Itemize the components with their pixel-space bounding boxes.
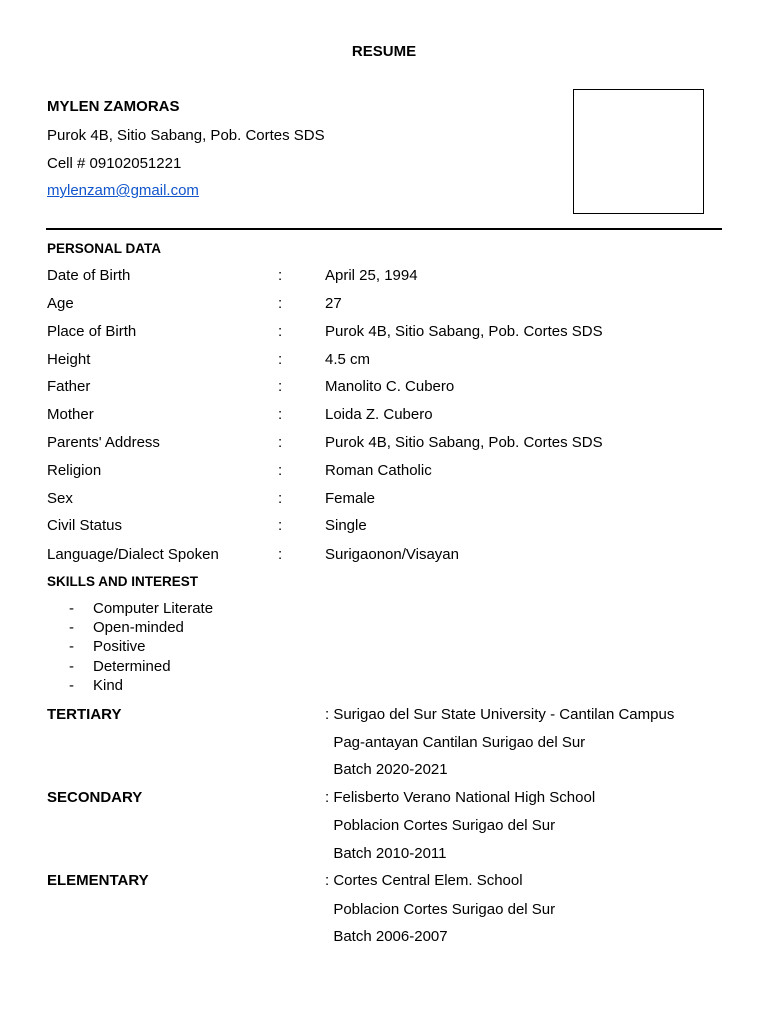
list-bullet: - [69,638,74,655]
pd-colon: : [278,434,283,451]
education-batch: Batch 2020-2021 [325,761,448,778]
pd-label: Sex [47,490,73,507]
list-item: Positive [93,638,146,655]
applicant-address: Purok 4B, Sitio Sabang, Pob. Cortes SDS [47,127,325,144]
pd-colon: : [278,295,283,312]
list-bullet: - [69,619,74,636]
list-item: Computer Literate [93,600,214,617]
applicant-name: MYLEN ZAMORAS [47,98,180,115]
pd-value: Purok 4B, Sitio Sabang, Pob. Cortes SDS [325,434,603,451]
education-level-elementary: ELEMENTARY [47,872,149,889]
pd-colon: : [278,546,283,563]
list-bullet: - [69,677,74,694]
pd-value: Female [325,490,376,507]
pd-value: Single [325,517,367,534]
pd-label: Date of Birth [47,267,131,284]
document-title: RESUME [351,43,417,60]
applicant-phone: Cell # 09102051221 [47,155,182,172]
education-location: Pag-antayan Cantilan Surigao del Sur [325,734,586,751]
list-item: Open-minded [93,619,184,636]
education-school: : Felisberto Verano National High School [325,789,596,806]
pd-label: Height [47,351,91,368]
pd-value: 4.5 cm [325,351,371,368]
pd-colon: : [278,406,283,423]
education-level-secondary: SECONDARY [47,789,143,806]
education-location: Poblacion Cortes Surigao del Sur [325,817,556,834]
pd-label: Father [47,378,91,395]
pd-value: Manolito C. Cubero [325,378,455,395]
pd-value: Purok 4B, Sitio Sabang, Pob. Cortes SDS [325,323,603,340]
list-item: Kind [93,677,124,694]
pd-colon: : [278,462,283,479]
pd-label: Parents' Address [47,434,160,451]
photo-placeholder [573,89,704,214]
pd-label: Place of Birth [47,323,137,340]
pd-colon: : [278,517,283,534]
pd-value: Roman Catholic [325,462,432,479]
pd-value: 27 [325,295,342,312]
pd-label: Language/Dialect Spoken [47,546,219,563]
pd-colon: : [278,351,283,368]
education-school: : Cortes Central Elem. School [325,872,523,889]
personal-data-heading: PERSONAL DATA [47,241,162,256]
education-school: : Surigao del Sur State University - Cantilan Campus [325,706,675,723]
education-batch: Batch 2010-2011 [325,845,447,862]
skills-heading: SKILLS AND INTEREST [47,574,199,589]
list-item: Determined [93,658,171,675]
list-bullet: - [69,600,74,617]
pd-value: Loida Z. Cubero [325,406,433,423]
applicant-email-link[interactable]: mylenzam@gmail.com [47,182,199,199]
pd-label: Religion [47,462,102,479]
list-bullet: - [69,658,74,675]
pd-label: Civil Status [47,517,123,534]
header-divider [46,228,722,230]
pd-label: Mother [47,406,94,423]
pd-label: Age [47,295,74,312]
education-location: Poblacion Cortes Surigao del Sur [325,901,556,918]
education-level-tertiary: TERTIARY [47,706,122,723]
education-batch: Batch 2006-2007 [325,928,448,945]
pd-value: Surigaonon/Visayan [325,546,459,563]
pd-value: April 25, 1994 [325,267,418,284]
pd-colon: : [278,378,283,395]
pd-colon: : [278,323,283,340]
pd-colon: : [278,267,283,284]
pd-colon: : [278,490,283,507]
